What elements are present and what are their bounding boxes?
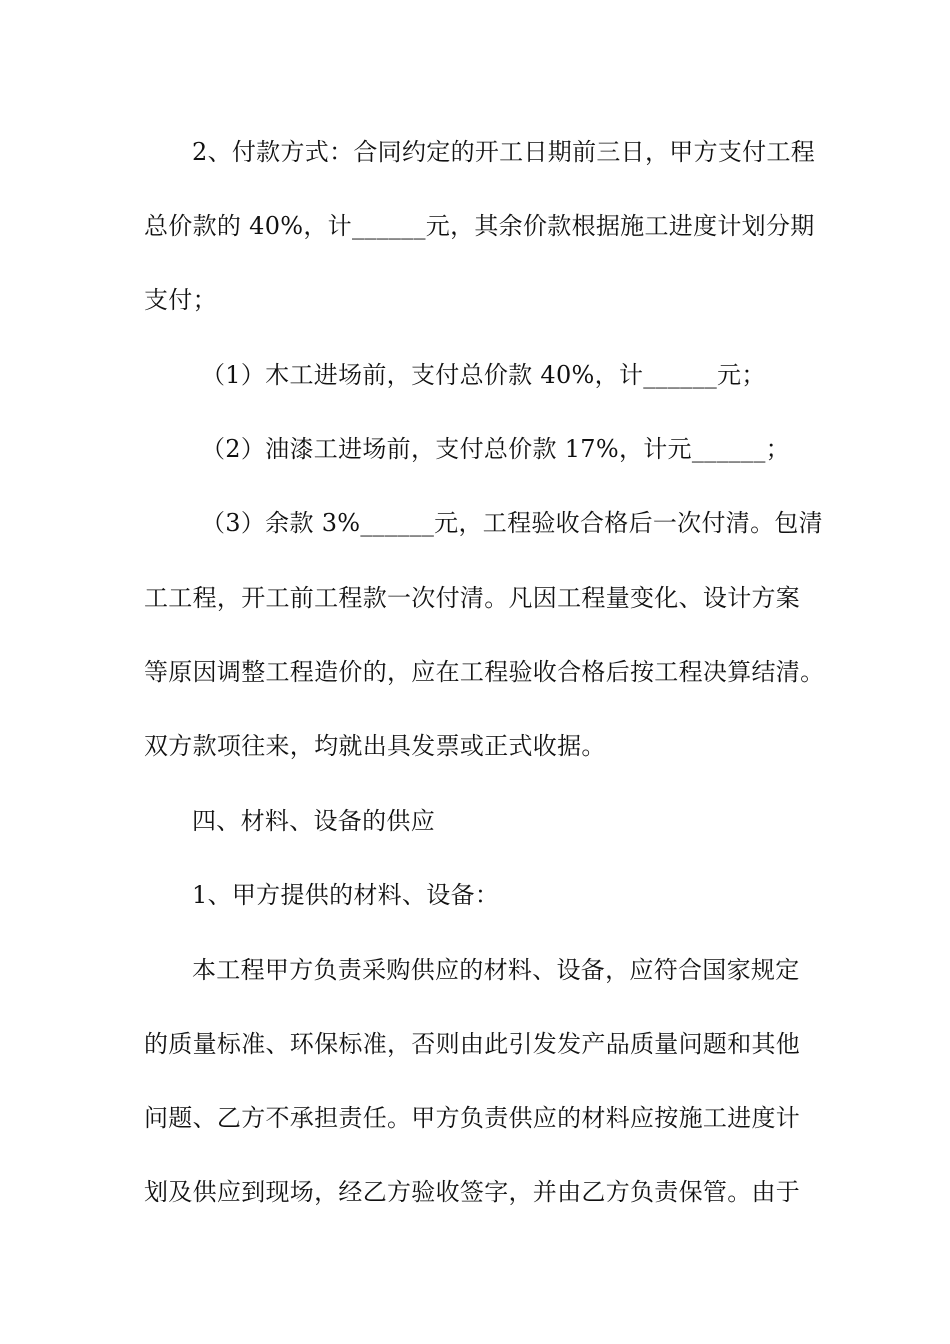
body-line: 本工程甲方负责采购供应的材料、设备，应符合国家规定 (192, 956, 800, 984)
payment-item-1: （1）木工进场前，支付总价款 40%，计______元； (201, 361, 766, 389)
body-line: 工工程，开工前工程款一次付清。凡因工程量变化、设计方案 (144, 584, 801, 612)
body-line: 支付； (144, 286, 217, 314)
body-line: 的质量标准、环保标准，否则由此引发发产品质量问题和其他 (144, 1030, 801, 1058)
body-line: 双方款项往来，均就出具发票或正式收据。 (144, 732, 606, 760)
payment-item-3: （3）余款 3%______元，工程验收合格后一次付清。包清 (201, 509, 823, 537)
body-line: 问题、乙方不承担责任。甲方负责供应的材料应按施工进度计 (144, 1104, 801, 1132)
section-heading: 四、材料、设备的供应 (192, 807, 435, 835)
body-line: 总价款的 40%，计______元，其余价款根据施工进度计划分期 (144, 212, 815, 240)
body-line: 划及供应到现场，经乙方验收签字，并由乙方负责保管。由于 (144, 1178, 801, 1206)
subsection-heading: 1、甲方提供的材料、设备： (192, 881, 500, 909)
body-line: 等原因调整工程造价的，应在工程验收合格后按工程决算结清。 (144, 658, 825, 686)
payment-method-heading: 2、付款方式：合同约定的开工日期前三日，甲方支付工程 (192, 138, 816, 166)
payment-item-2: （2）油漆工进场前，支付总价款 17%，计元______； (201, 435, 790, 463)
